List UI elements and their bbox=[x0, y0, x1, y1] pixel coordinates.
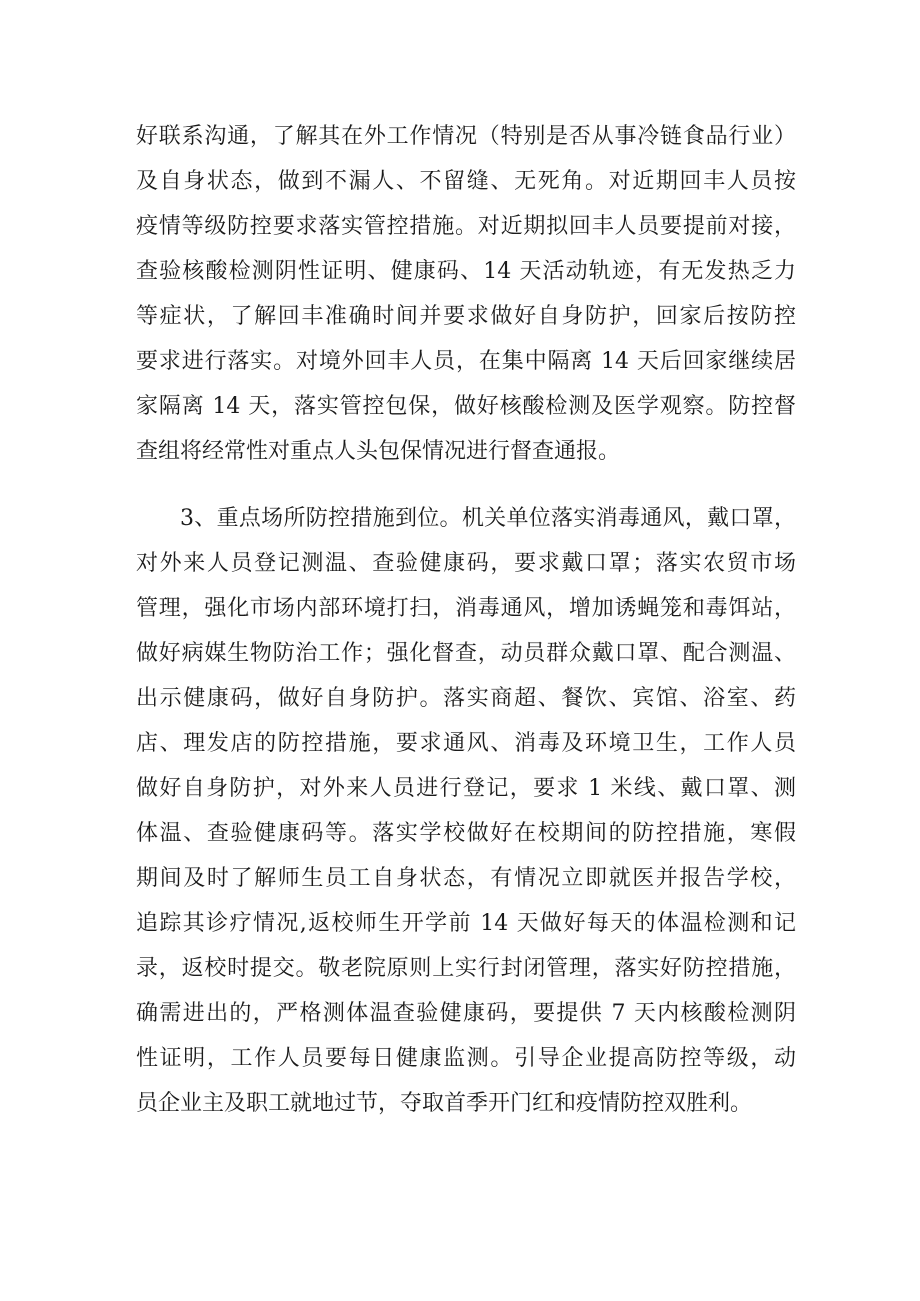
paragraph-2-line: 对外来人员登记测温、查验健康码，要求戴口罩；落实农贸市场 bbox=[136, 551, 796, 576]
paragraph-1-line: 查验核酸检测阴性证明、健康码、14 天活动轨迹，有无发热乏力 bbox=[136, 259, 796, 284]
paragraph-2-line: 3、重点场所防控措施到位。机关单位落实消毒通风，戴口罩， bbox=[180, 506, 796, 531]
paragraph-1-line: 查组将经常性对重点人头包保情况进行督查通报。 bbox=[136, 439, 621, 464]
paragraph-2-line: 追踪其诊疗情况,返校师生开学前 14 天做好每天的体温检测和记 bbox=[136, 911, 796, 936]
paragraph-1-line: 及自身状态，做到不漏人、不留缝、无死角。对近期回丰人员按 bbox=[136, 169, 796, 194]
paragraph-1-line: 疫情等级防控要求落实管控措施。对近期拟回丰人员要提前对接， bbox=[136, 214, 796, 239]
paragraph-2-line: 期间及时了解师生员工自身状态，有情况立即就医并报告学校， bbox=[136, 866, 796, 891]
paragraph-2-line: 做好病媒生物防治工作；强化督查，动员群众戴口罩、配合测温、 bbox=[136, 641, 796, 666]
paragraph-1-line: 等症状，了解回丰准确时间并要求做好自身防护，回家后按防控 bbox=[136, 304, 796, 329]
paragraph-2-line: 确需进出的，严格测体温查验健康码，要提供 7 天内核酸检测阴 bbox=[136, 1001, 796, 1026]
paragraph-2-line: 做好自身防护，对外来人员进行登记，要求 1 米线、戴口罩、测 bbox=[136, 776, 796, 801]
paragraph-2-line: 出示健康码，做好自身防护。落实商超、餐饮、宾馆、浴室、药 bbox=[136, 686, 796, 711]
paragraph-2-line: 员企业主及职工就地过节，夺取首季开门红和疫情防控双胜利。 bbox=[136, 1091, 753, 1116]
paragraph-1-line: 要求进行落实。对境外回丰人员，在集中隔离 14 天后回家继续居 bbox=[136, 349, 796, 374]
paragraph-2-line: 体温、查验健康码等。落实学校做好在校期间的防控措施，寒假 bbox=[136, 821, 796, 846]
paragraph-2-line: 性证明，工作人员要每日健康监测。引导企业提高防控等级，动 bbox=[136, 1046, 796, 1071]
paragraph-2-line: 管理，强化市场内部环境打扫，消毒通风，增加诱蝇笼和毒饵站， bbox=[136, 596, 796, 621]
paragraph-2-line: 店、理发店的防控措施，要求通风、消毒及环境卫生，工作人员 bbox=[136, 731, 796, 756]
paragraph-1-line: 好联系沟通，了解其在外工作情况（特别是否从事冷链食品行业） bbox=[136, 124, 796, 149]
paragraph-2-line: 录，返校时提交。敬老院原则上实行封闭管理，落实好防控措施， bbox=[136, 956, 796, 981]
paragraph-1-line: 家隔离 14 天，落实管控包保，做好核酸检测及医学观察。防控督 bbox=[136, 394, 796, 419]
